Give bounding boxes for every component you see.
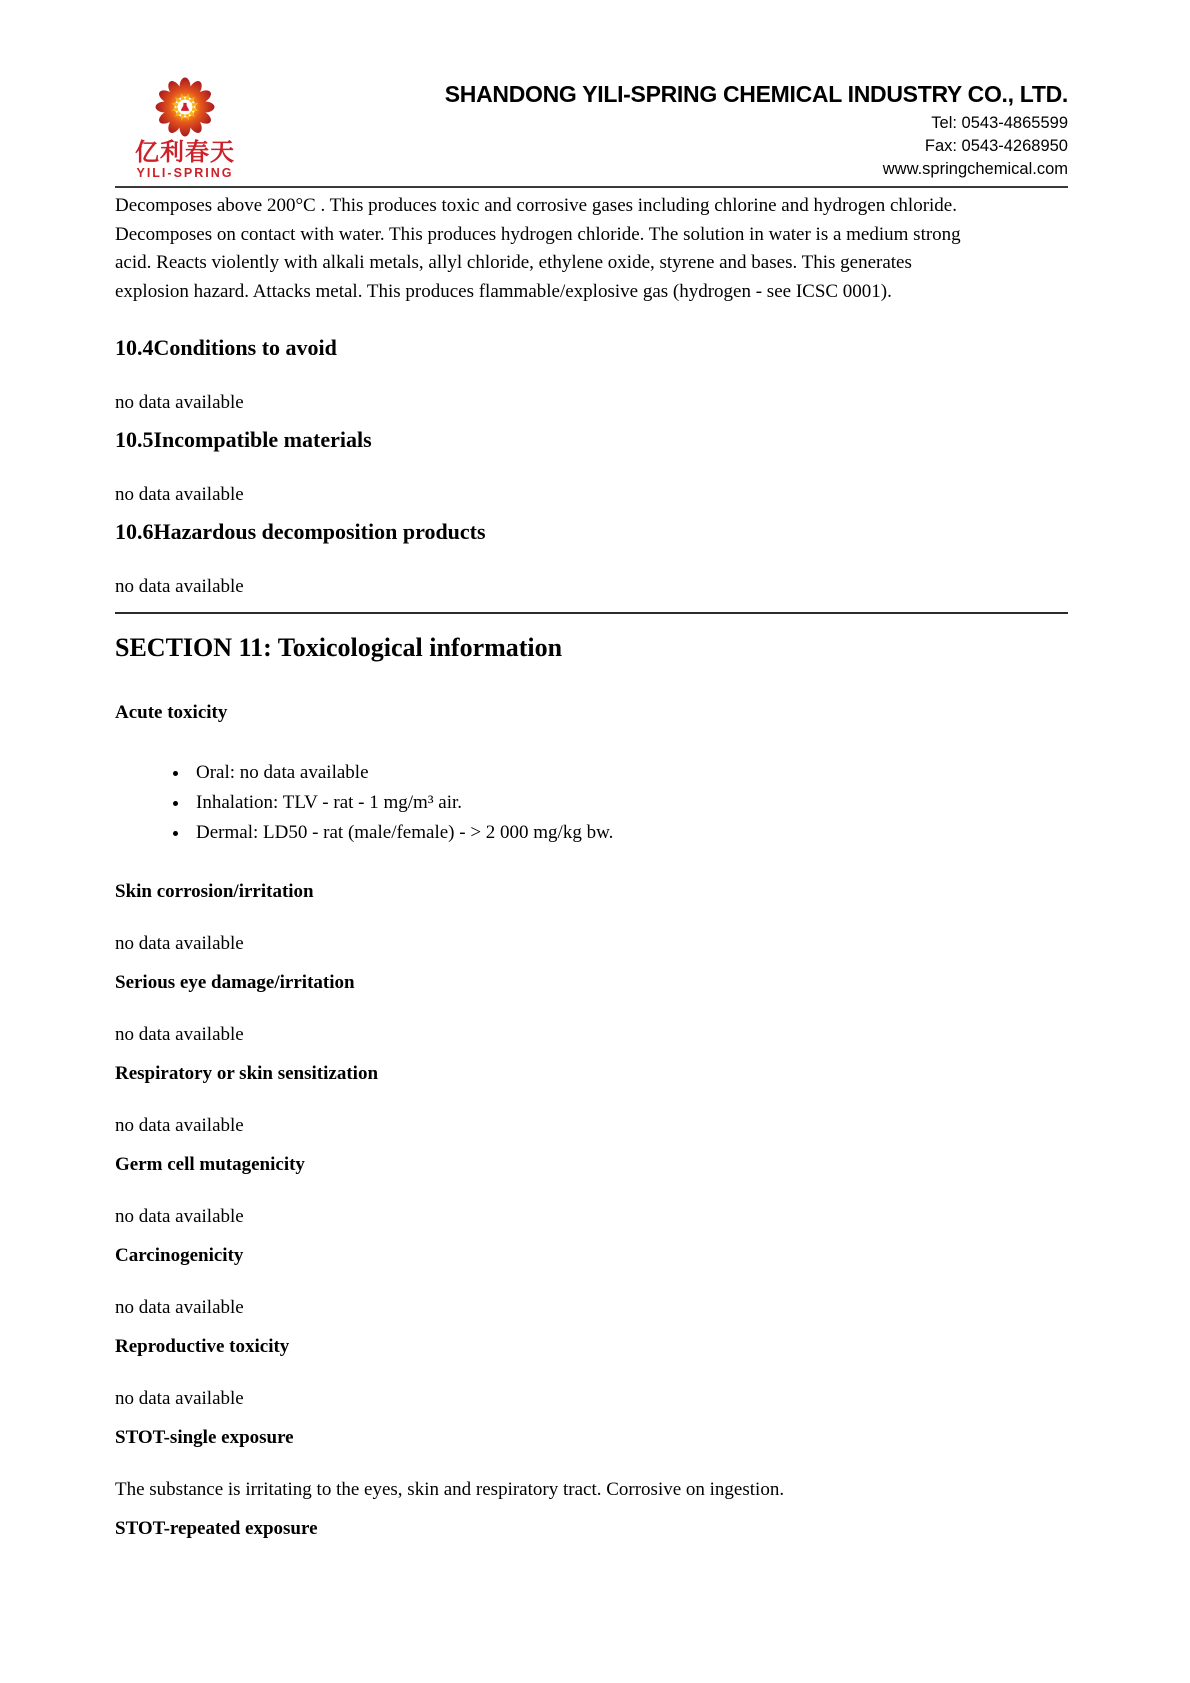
subsection-body: no data available: [115, 1115, 244, 1136]
section10-body: no data available: [115, 576, 244, 597]
section-divider: [115, 612, 1068, 614]
fax-line: Fax: 0543-4268950: [924, 137, 1068, 155]
subsection-body: no data available: [115, 1024, 244, 1045]
section10-heading: 10.4Conditions to avoid: [115, 335, 337, 360]
subsection-body: no data available: [115, 1297, 244, 1318]
acute-toxicity-list: [115, 758, 1068, 848]
section-11-subsections: [115, 882, 1068, 1538]
logo-chinese-text: 亿利春天: [135, 139, 235, 166]
document-body: [115, 192, 1068, 1538]
subsection-heading: Carcinogenicity: [115, 1245, 244, 1266]
logo-latin-text: YILI-SPRING: [136, 166, 234, 180]
company-logo: [129, 75, 241, 180]
subsection-body: The substance is irritating to the eyes, skin and respiratory tract. Corrosive on ingestion.: [115, 1479, 785, 1500]
paragraph-line: explosion hazard. Attacks metal. This produces flammable/explosive gas (hydrogen - see ICSC 0001).: [115, 280, 892, 302]
bullet-item: • Dermal: LD50 - rat (male/female) - > 2 000 mg/kg bw.: [190, 818, 1068, 848]
subsection-heading: Respiratory or skin sensitization: [115, 1063, 379, 1084]
subsection-heading: Germ cell mutagenicity: [115, 1154, 305, 1175]
subsection-heading: STOT-single exposure: [115, 1427, 294, 1448]
subsection-body: no data available: [115, 1388, 244, 1409]
section10-heading: 10.6Hazardous decomposition products: [115, 519, 486, 544]
paragraph-line: acid. Reacts violently with alkali metals, allyl chloride, ethylene oxide, styrene and bases. This generates: [115, 252, 912, 273]
letterhead-contact-block: [445, 75, 1068, 181]
letterhead: [115, 75, 1068, 188]
stability-paragraph: [115, 192, 1068, 306]
subsection-heading: Reproductive toxicity: [115, 1336, 290, 1357]
paragraph-line: Decomposes on contact with water. This produces hydrogen chloride. The solution in water is a medium strong: [115, 223, 961, 245]
subsection-body: no data available: [115, 933, 244, 954]
paragraph-line: Decomposes above 200°C . This produces toxic and corrosive gases including chlorine and hydrogen chloride.: [115, 195, 957, 216]
section-10-subsections: [115, 336, 1068, 601]
subsection-body: no data available: [115, 1206, 244, 1227]
tel-line: Tel: 0543-4865599: [931, 114, 1068, 132]
subsection-heading: STOT-repeated exposure: [115, 1518, 318, 1539]
acute-toxicity-heading: Acute toxicity: [115, 702, 228, 723]
bullet-item: • Inhalation: TLV - rat - 1 mg/m³ air.: [190, 788, 1068, 818]
section10-body: no data available: [115, 484, 244, 505]
logo-flower-icon: [153, 75, 217, 139]
website-line: www.springchemical.com: [882, 160, 1068, 178]
subsection-heading: Serious eye damage/irritation: [115, 972, 355, 993]
subsection-heading: Skin corrosion/irritation: [115, 881, 314, 902]
section10-body: no data available: [115, 392, 244, 413]
company-name: SHANDONG YILI-SPRING CHEMICAL INDUSTRY CO., LTD.: [444, 81, 1068, 107]
section-11-title: SECTION 11: Toxicological information: [115, 633, 563, 662]
section10-heading: 10.5Incompatible materials: [115, 427, 372, 452]
bullet-item: • Oral: no data available: [190, 758, 1068, 788]
